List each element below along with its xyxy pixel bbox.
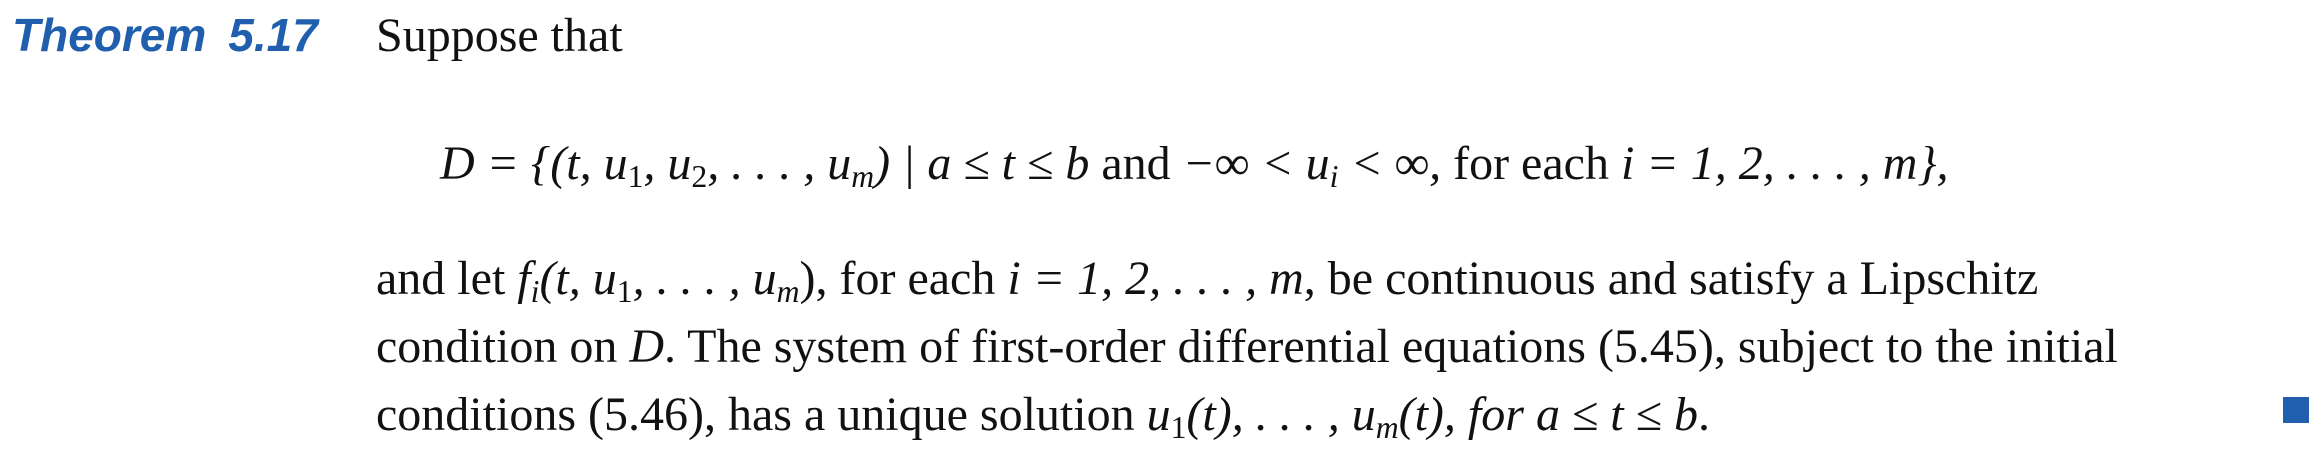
domain-mid1: , u [643, 137, 692, 190]
text-system: . The system of first-order differential equations (5.45), subject to the initial [663, 320, 2118, 373]
domain-and: and [1089, 137, 1183, 190]
math-u1: u [1146, 388, 1171, 441]
text-and-let: and let [376, 252, 518, 305]
subscript-2: 2 [691, 158, 708, 194]
paragraph-line-3 [376, 388, 1710, 445]
math-args: (t, u [539, 252, 617, 305]
domain-mid2: , . . . , u [707, 137, 852, 190]
math-f-sub: i [530, 273, 540, 309]
math-interval: a ≤ t ≤ b [1535, 388, 1698, 441]
math-args-sub1: 1 [616, 273, 633, 309]
domain-prefix: D = {(t, u [440, 137, 628, 190]
subscript-i: i [1329, 158, 1339, 194]
domain-cond2: −∞ < u [1182, 137, 1330, 190]
subscript-1: 1 [627, 158, 644, 194]
math-range: = 1, 2, . . . , m [1020, 252, 1304, 305]
domain-cond3: < ∞, [1338, 137, 1442, 190]
paragraph-line-1 [376, 252, 2039, 309]
theorem-intro: Suppose that [376, 9, 623, 62]
qed-square-icon [2283, 397, 2309, 423]
math-i: i [1007, 252, 1021, 305]
math-mid: (t), . . . , [1186, 388, 1352, 441]
domain-definition [440, 137, 1949, 194]
subscript-m: m [851, 158, 875, 194]
domain-tail: i = 1, 2, . . . , m}, [1620, 137, 1949, 190]
math-u1-sub: 1 [1170, 409, 1187, 445]
math-um-sub: m [1375, 409, 1399, 445]
math-args2: , . . . , u [632, 252, 777, 305]
theorem-label: Theorem [12, 9, 207, 61]
theorem-number: 5.17 [228, 9, 318, 61]
text-period: . [1697, 388, 1710, 441]
math-args-subm: m [776, 273, 800, 309]
text-for: (t), for [1398, 388, 1536, 441]
text-continuous: , be continuous and satisfy a Lipschitz [1303, 252, 2039, 305]
math-f: f [517, 252, 531, 305]
domain-cond1: ) | a ≤ t ≤ b [874, 137, 1090, 190]
math-um: u [1351, 388, 1376, 441]
math-D: D [629, 320, 664, 373]
domain-for-each: for each [1441, 137, 1621, 190]
text-conditions: conditions (5.46), has a unique solution [376, 388, 1147, 441]
paragraph-line-2 [376, 320, 2118, 373]
theorem-heading [12, 8, 318, 62]
text-for-each: ), for each [799, 252, 1008, 305]
text-condition-on: condition on [376, 320, 630, 373]
